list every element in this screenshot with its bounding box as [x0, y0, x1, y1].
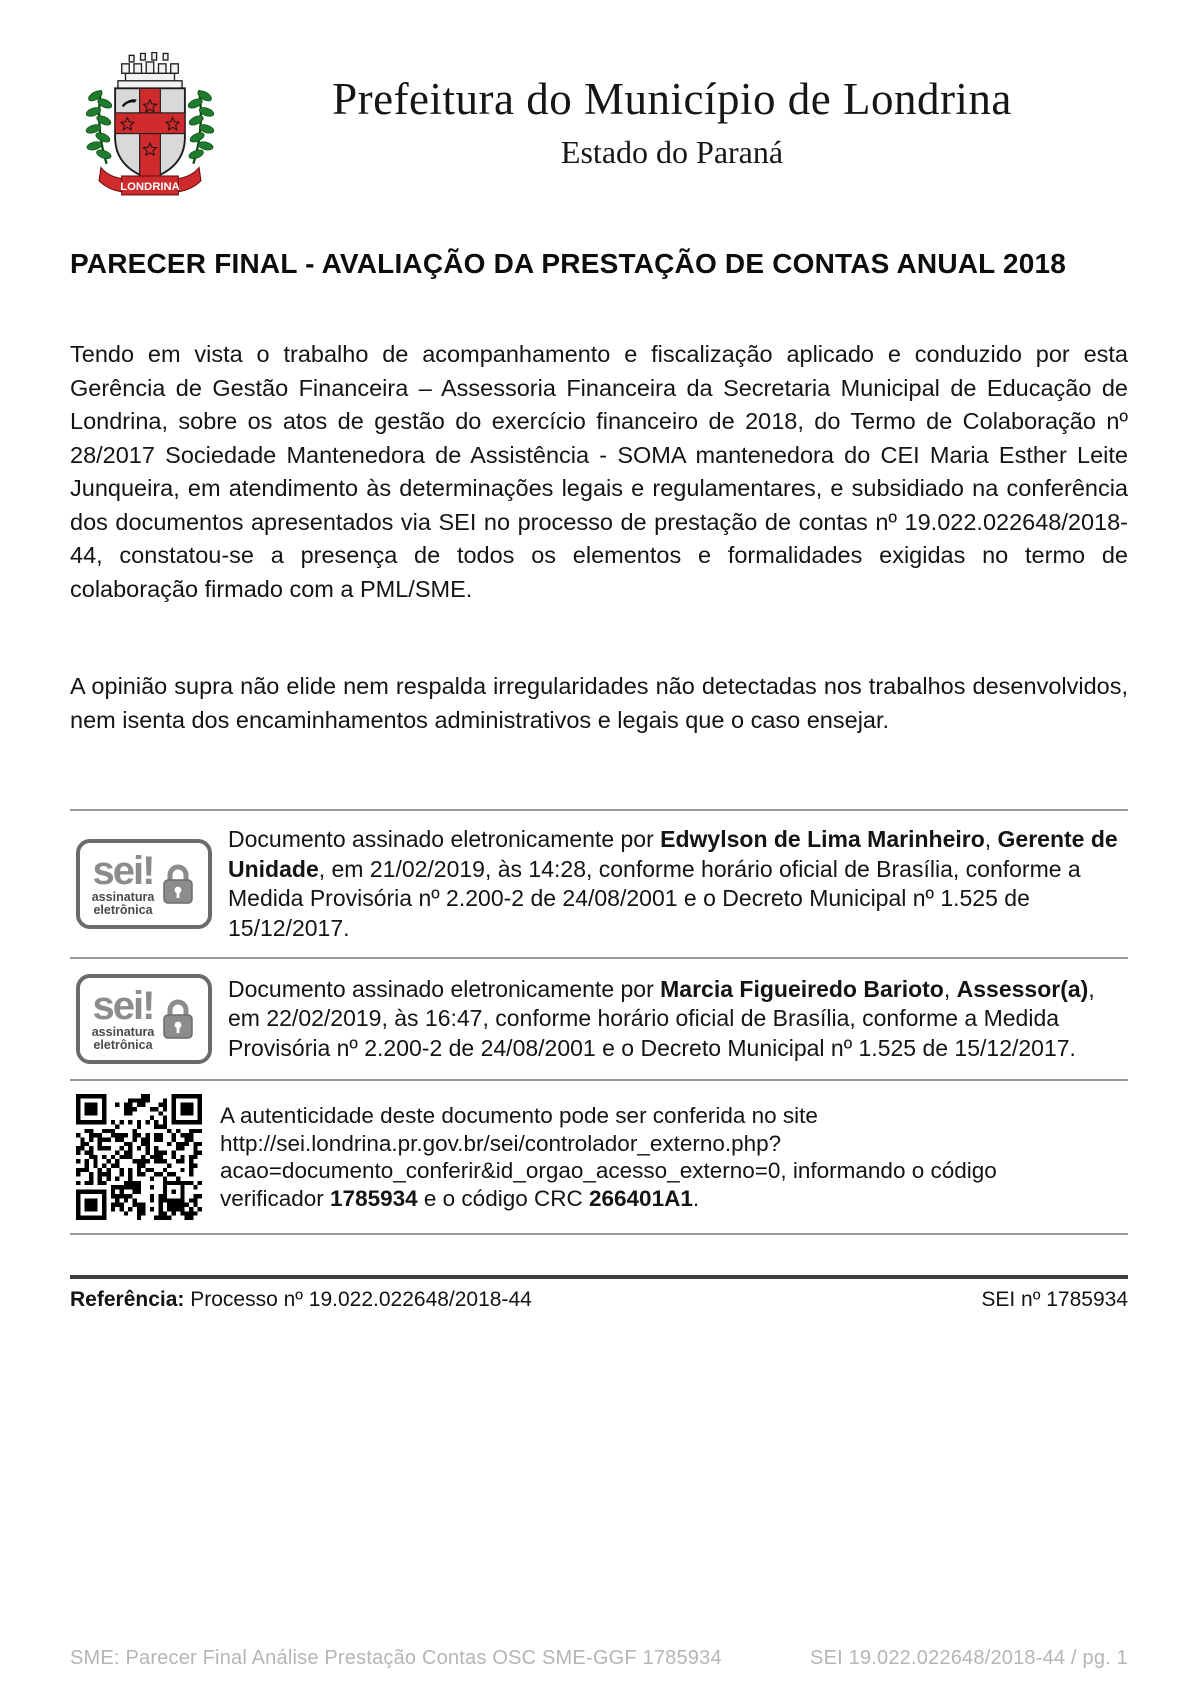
verifier-code: 1785934 — [330, 1185, 418, 1211]
signature-details: , em 21/02/2019, às 14:28, conforme horário oficial de Brasília, conforme a Medida Provisória nº 2.200-2 de 24/08/2001 e o Decreto Municipal nº 1.525 de 15/12/2017. — [228, 855, 1081, 941]
signature-section — [70, 809, 1128, 1235]
page-footer — [70, 1647, 1128, 1670]
org-name: Prefeitura do Município de Londrina — [332, 74, 1012, 124]
verification-row — [70, 1079, 1128, 1233]
reference-divider — [70, 1275, 1128, 1279]
sei-caption-line1: assinatura — [91, 890, 155, 904]
sei-caption-line2: eletrônica — [93, 903, 153, 917]
verification-period: . — [692, 1185, 700, 1211]
document-title: PARECER FINAL - AVALIAÇÃO DA PRESTAÇÃO DE CONTAS ANUAL 2018 — [70, 248, 1067, 279]
reference-label: Referência: — [70, 1288, 185, 1311]
footer-document-label: SME: Parecer Final Análise Prestação Contas OSC SME-GGF 1785934 — [70, 1647, 722, 1669]
crc-label: e o código CRC — [417, 1185, 589, 1211]
signature-text-1 — [212, 825, 1128, 943]
sei-number: SEI nº 1785934 — [981, 1288, 1128, 1311]
org-subtitle: Estado do Paraná — [560, 134, 784, 170]
letterhead-titles — [216, 52, 1128, 172]
reference-row — [70, 1288, 1128, 1312]
coat-of-arms-londrina — [84, 52, 216, 202]
qr-code — [76, 1094, 202, 1220]
signature-row-2 — [70, 957, 1128, 1079]
signature-separator: , — [984, 826, 998, 852]
signature-separator: , — [943, 975, 957, 1002]
padlock-icon — [160, 862, 196, 906]
verification-line-1: A autenticidade deste documento pode ser conferida no site — [220, 1103, 818, 1128]
footer-page-label: SEI 19.022.022648/2018-44 / pg. 1 — [810, 1647, 1128, 1669]
signature-details: , em 22/02/2019, às 16:47, conforme horário oficial de Brasília, conforme a Medida Provisória nº 2.200-2 de 24/08/2001 e o Decreto Municipal nº 1.525 de 15/12/2017. — [228, 975, 1095, 1061]
signer-role: Gerente de Unidade — [228, 826, 1118, 882]
sei-caption-line2: eletrônica — [93, 1038, 153, 1052]
reference-value: Processo nº 19.022.022648/2018-44 — [184, 1288, 532, 1311]
verification-url: http://sei.londrina.pr.gov.br/sei/controlador_externo.php? — [220, 1130, 782, 1156]
signature-row-1 — [70, 809, 1128, 957]
sei-signature-stamp — [76, 839, 212, 929]
letterhead — [70, 52, 1128, 202]
signature-prefix: Documento assinado eletronicamente por — [228, 826, 661, 852]
crest-banner-text: LONDRINA — [120, 181, 180, 194]
signature-text-2 — [212, 975, 1128, 1064]
sei-logo — [92, 986, 155, 1052]
signer-role: Assessor(a) — [956, 975, 1089, 1002]
signature-prefix: Documento assinado eletronicamente por — [228, 975, 661, 1002]
sei-caption-line1: assinatura — [91, 1025, 155, 1039]
verification-line-3: acao=documento_conferir&id_orgao_acesso_externo=0, informando o código — [220, 1158, 997, 1183]
padlock-icon — [160, 997, 196, 1041]
reference-text — [70, 1288, 532, 1312]
sei-logo-text: sei! — [92, 984, 154, 1028]
signer-name: Edwylson de Lima Marinheiro — [660, 826, 985, 852]
body-paragraph-2: A opinião supra não elide nem respalda irregularidades não detectadas nos trabalhos desenvolvidos, nem isenta dos encaminhamentos administrativos e legais que o caso ensejar. — [70, 673, 1128, 733]
sei-signature-stamp — [76, 974, 212, 1064]
verifier-label: verificador — [220, 1185, 331, 1211]
verification-text — [202, 1102, 1128, 1212]
body-paragraph-1: Tendo em vista o trabalho de acompanhamento e fiscalização aplicado e conduzido por esta Gerência de Gestão Financeira – Assessoria Financeira da Secretaria Municipal de Educação de Londrina, sobre os atos de gestão do exercício financeiro de 2018, do Termo de Colaboração nº 28/2017 Sociedade Mantenedora de Assistência - SOMA mantenedora do CEI Maria Esther Leite Junqueira, em atendimento às determinações legais e regulamentares, e subsidiado na conferência dos documentos apresentados via SEI no processo de prestação de contas nº 19.022.022648/2018-44, constatou-se a presença de todos os elementos e formalidades exigidas no termo de colaboração firmado com a PML/SME. — [70, 341, 1128, 602]
sei-logo-text: sei! — [92, 849, 154, 893]
sei-logo — [92, 851, 155, 917]
crc-code: 266401A1 — [589, 1185, 693, 1211]
verification-line-4 — [220, 1185, 1128, 1213]
signer-name: Marcia Figueiredo Barioto — [660, 975, 944, 1002]
